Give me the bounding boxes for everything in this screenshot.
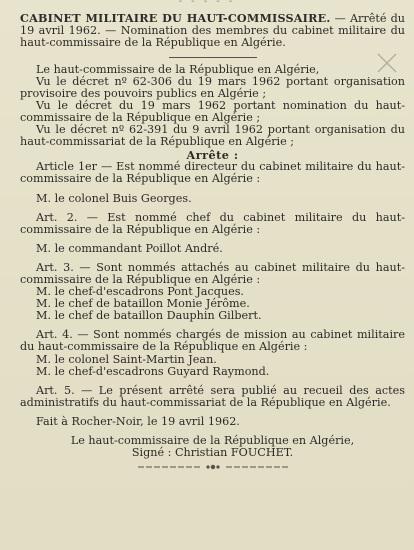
article-1-name: M. le colonel Buis Georges. [36,191,192,205]
cut-off-text: - - - - - [178,0,236,7]
vu-paragraph-2: Vu le décret du 19 mars 1962 portant nomination du haut-commissaire de la République en Algérie ; [20,98,405,124]
decree-title-caps: CABINET MILITAIRE DU HAUT-COMMISSAIRE. [20,11,331,25]
article-3-name: M. le chef de bataillon Dauphin Gilbert. [36,309,262,323]
place-and-date: Fait à Rocher-Noir, le 19 avril 1962. [36,414,240,428]
vu-paragraph-1: Vu le décret nº 62-306 du 19 mars 1962 portant organisation provisoire des pouvoirs publics en Algérie ; [20,74,405,100]
article-1: Article 1er — Est nommé directeur du cabinet militaire du haut-commissaire de la République en Algérie : [20,160,405,186]
article-3: Art. 3. — Sont nommés attachés au cabinet militaire du haut-commissaire de la République en Algérie : [20,260,405,287]
article-4: Art. 4. — Sont nommés chargés de mission au cabinet militaire du haut-commissaire de la République en Algérie : [20,328,405,354]
handwritten-cross-mark [376,52,398,74]
intro-line: Le haut-commissaire de la République en Algérie, [36,62,320,76]
decree-title [20,12,405,50]
article-3-name: M. le chef de bataillon Monie Jérôme. [36,297,250,311]
vu-paragraph-3: Vu le décret nº 62-391 du 9 avril 1962 portant organisation du haut-commissariat de la République en Algérie ; [20,123,405,149]
separator-line [169,57,257,58]
signature-line: Signé : Christian FOUCHET. [131,446,294,460]
article-5: Art. 5. — Le présent arrêté sera publié au recueil des actes administratifs du haut-commissariat de la République en Algérie. [20,383,405,409]
article-3-name: M. le chef-d'escadrons Pont Jacques. [36,285,244,299]
signer-role: Le haut-commissaire de la République en Algérie, [70,434,355,448]
decree-title-rest: — Arrêté du 19 avril 1962. — Nomination des membres du cabinet militaire du haut-commissaire de la République en Algérie. [20,12,405,50]
article-4-name: M. le chef-d'escadrons Guyard Raymond. [36,364,270,378]
article-2: Art. 2. — Est nommé chef du cabinet militaire du haut-commissaire de la République en Algérie : [20,210,405,236]
end-ornament [138,463,288,474]
article-2-name: M. le commandant Poillot André. [36,241,223,255]
article-4-name: M. le colonel Saint-Martin Jean. [36,352,217,366]
arrete-heading: Arrête : [186,148,239,163]
